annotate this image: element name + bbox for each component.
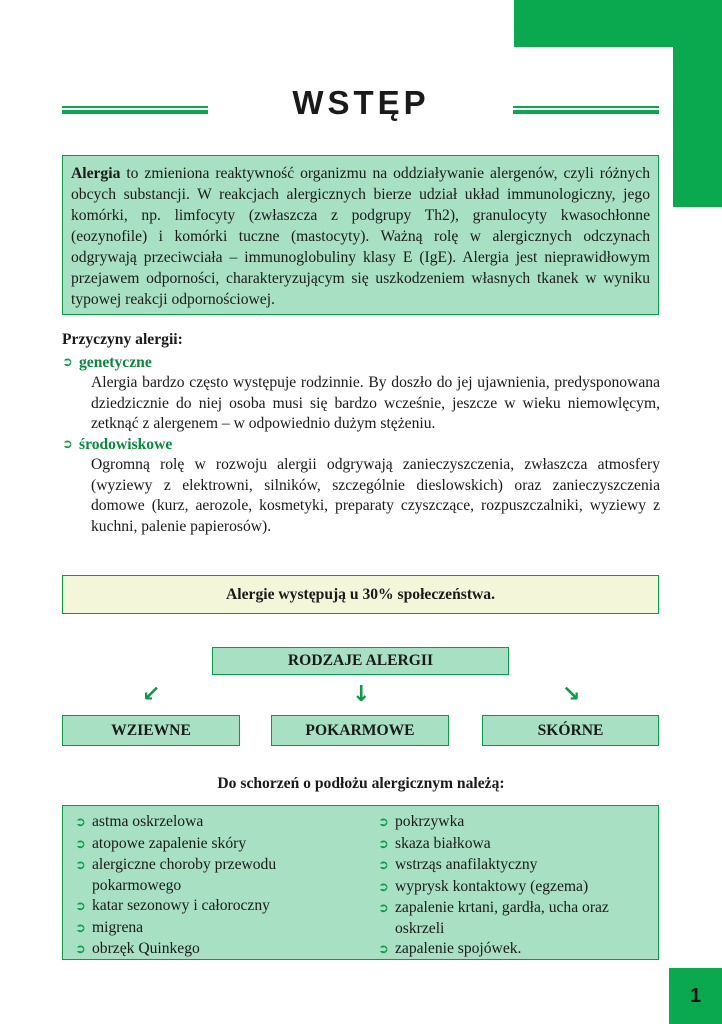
allergy-types-header: RODZAJE ALERGII <box>212 647 509 675</box>
arrow-circle-icon: ➲ <box>378 836 389 852</box>
list-item: ➲ katar sezonowy i całoroczny <box>75 896 360 918</box>
list-item: ➲ atopowe zapalenie skóry <box>75 834 360 856</box>
allergy-type-food: POKARMOWE <box>271 715 449 746</box>
cause-genetic-label: genetyczne <box>79 353 152 371</box>
list-item: ➲ skaza białkowa <box>378 834 653 856</box>
arrow-circle-icon: ➲ <box>62 354 73 370</box>
allergy-type-inhalant: WZIEWNE <box>62 715 240 746</box>
list-item: ➲ astma oskrzelowa <box>75 812 360 834</box>
list-item: ➲ wyprysk kontaktowy (egzema) <box>378 877 653 899</box>
stat-box: Alergie występują u 30% społeczeństwa. <box>62 575 659 614</box>
arrow-circle-icon: ➲ <box>75 858 86 873</box>
page-title: WSTĘP <box>292 84 430 121</box>
causes-heading: Przyczyny alergii: <box>62 331 183 348</box>
arrow-circle-icon: ➲ <box>378 815 389 830</box>
arrow-circle-icon: ➲ <box>75 942 86 957</box>
list-item: ➲ obrzęk Quinkego <box>75 939 360 961</box>
diseases-box <box>62 805 659 960</box>
cause-genetic-heading <box>62 353 660 374</box>
arrow-down-left-icon: ↙ <box>142 682 161 707</box>
causes-section <box>62 330 660 537</box>
arrow-circle-icon: ➲ <box>75 815 86 830</box>
list-item: ➲ wstrząs anafilaktyczny <box>378 855 653 877</box>
page-number: 1 <box>669 968 722 1024</box>
arrow-circle-icon: ➲ <box>75 920 86 936</box>
list-item: ➲ alergiczne choroby przewodu pokarmowego <box>75 856 277 894</box>
diseases-right-column <box>378 812 653 961</box>
list-item: ➲ zapalenie spojówek. <box>378 939 653 961</box>
diseases-heading: Do schorzeń o podłożu alergicznym należą: <box>217 775 505 792</box>
intro-text: to zmieniona reaktywność organizmu na oddziaływanie alergenów, czyli różnych obcych substancji. W reakcjach alergicznych bierze udział układ immunologiczny, jego komórki, np. limfocyty (zwłaszcza z podgrupy Th2), granulocyty kwasochłonne (eozynofile) i komórki tuczne (mastocyty). Ważną rolę w alergicznych odczynach odgrywają przeciwciała – immunoglobuliny klasy E (IgE). Alergia jest nieprawidłowym przejawem odporności, charakteryzującym się uszkodzeniem własnych tkanek w wyniku typowej reakcji odpornościowej. <box>71 165 650 308</box>
allergy-type-skin: SKÓRNE <box>482 715 659 746</box>
arrow-circle-icon: ➲ <box>378 858 389 873</box>
title-rule-right <box>513 106 659 114</box>
arrow-circle-icon: ➲ <box>75 899 86 914</box>
cause-environmental-label: środowiskowe <box>79 435 173 453</box>
list-item: ➲ pokrzywka <box>378 812 653 834</box>
arrow-circle-icon: ➲ <box>62 436 73 452</box>
corner-tab-side <box>673 47 722 207</box>
corner-tab-top <box>514 0 722 47</box>
cause-genetic-text: Alergia bardzo często występuje rodzinnie. By doszło do jej ujawnienia, predysponowana dziedzicznie do niej osoba musi się bardzo wcześnie, jeszcze w wieku niemowlęcym, zetknąć z alergenem – w odpowiednio dużym stężeniu. <box>91 374 660 432</box>
arrow-circle-icon: ➲ <box>378 879 389 895</box>
arrow-circle-icon: ➲ <box>378 942 389 957</box>
diseases-left-column <box>75 812 360 961</box>
arrow-down-right-icon: ↘ <box>562 682 581 707</box>
intro-term: Alergia <box>71 165 121 182</box>
list-item: ➲ migrena <box>75 918 360 940</box>
cause-environmental-heading <box>62 435 660 456</box>
list-item: ➲ zapalenie krtani, gardła, ucha oraz oskrzeli <box>378 899 609 937</box>
arrow-circle-icon: ➲ <box>378 901 389 916</box>
intro-box <box>62 155 659 315</box>
arrow-circle-icon: ➲ <box>75 836 86 852</box>
cause-environmental-text: Ogromną rolę w rozwoju alergii odgrywają zanieczyszczenia, zwłaszcza atmosfery (wyziewy z elektrowni, silników, szczególnie dieslowskich) oraz zanieczyszczenia domowe (kurz, aerozole, kosmetyki, preparaty czyszczące, rozpuszczalniki, wyziewy z kuchni, palenie papierosów). <box>91 456 660 535</box>
arrow-down-icon: ↓ <box>352 682 371 707</box>
